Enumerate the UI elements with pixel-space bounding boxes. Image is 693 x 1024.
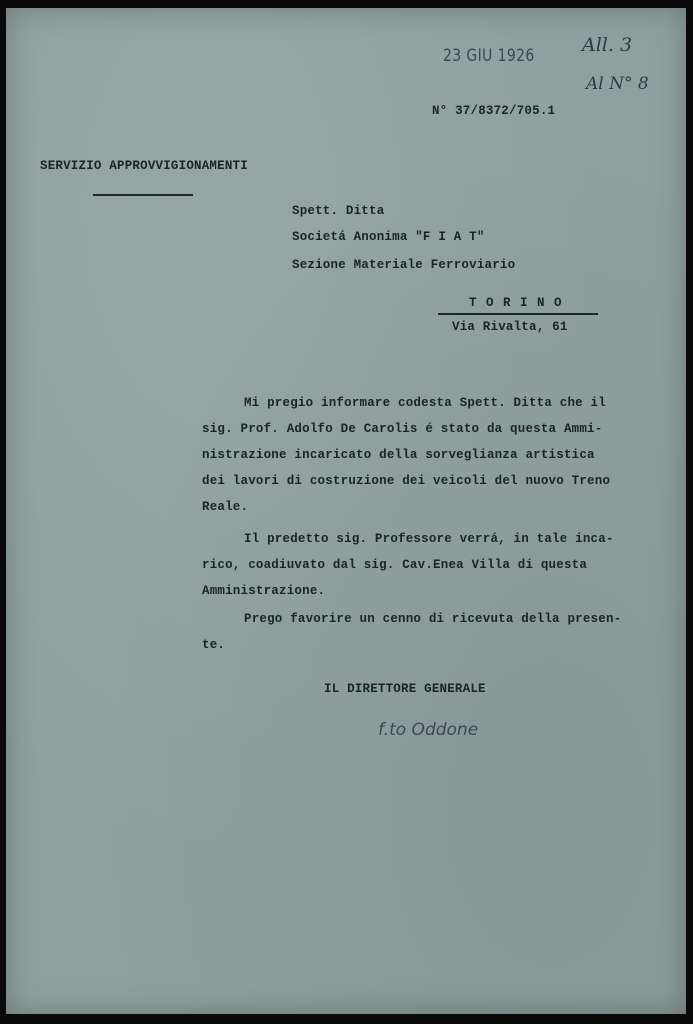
city-underline	[438, 313, 598, 315]
annotation-attachment: All. 3	[582, 34, 633, 56]
body-line: Mi pregio informare codesta Spett. Ditta che il	[244, 396, 606, 410]
body-line: rico, coadiuvato dal sig. Cav.Enea Villa di questa	[202, 558, 588, 572]
signature: f.to Oddone	[378, 720, 479, 740]
body-line: te.	[202, 638, 226, 652]
recipient-city: T O R I N O	[469, 296, 563, 310]
department-underline	[93, 194, 193, 196]
recipient-address: Via Rivalta, 61	[452, 320, 568, 334]
department-heading: SERVIZIO APPROVVIGIONAMENTI	[40, 159, 248, 173]
body-line: Prego favorire un cenno di ricevuta della presen-	[244, 612, 622, 626]
body-line: Amministrazione.	[202, 584, 326, 598]
body-line: nistrazione incaricato della sorveglianza artistica	[202, 448, 595, 462]
body-line: dei lavori di costruzione dei veicoli del nuovo Treno	[202, 474, 611, 488]
date-stamp: 23 GIU 1926	[443, 46, 535, 66]
protocol-number: N° 37/8372/705.1	[432, 104, 556, 118]
recipient-line-1: Spett. Ditta	[292, 204, 385, 218]
body-line: sig. Prof. Adolfo De Carolis é stato da questa Ammi-	[202, 422, 603, 436]
recipient-line-3: Sezione Materiale Ferroviario	[292, 258, 516, 272]
recipient-line-2: Societá Anonima "F I A T"	[292, 230, 485, 244]
annotation-number: Al N° 8	[586, 74, 649, 94]
body-line: Il predetto sig. Professore verrá, in tale inca-	[244, 532, 614, 546]
closing-title: IL DIRETTORE GENERALE	[324, 682, 486, 696]
document-page	[6, 8, 686, 1014]
body-line: Reale.	[202, 500, 249, 514]
